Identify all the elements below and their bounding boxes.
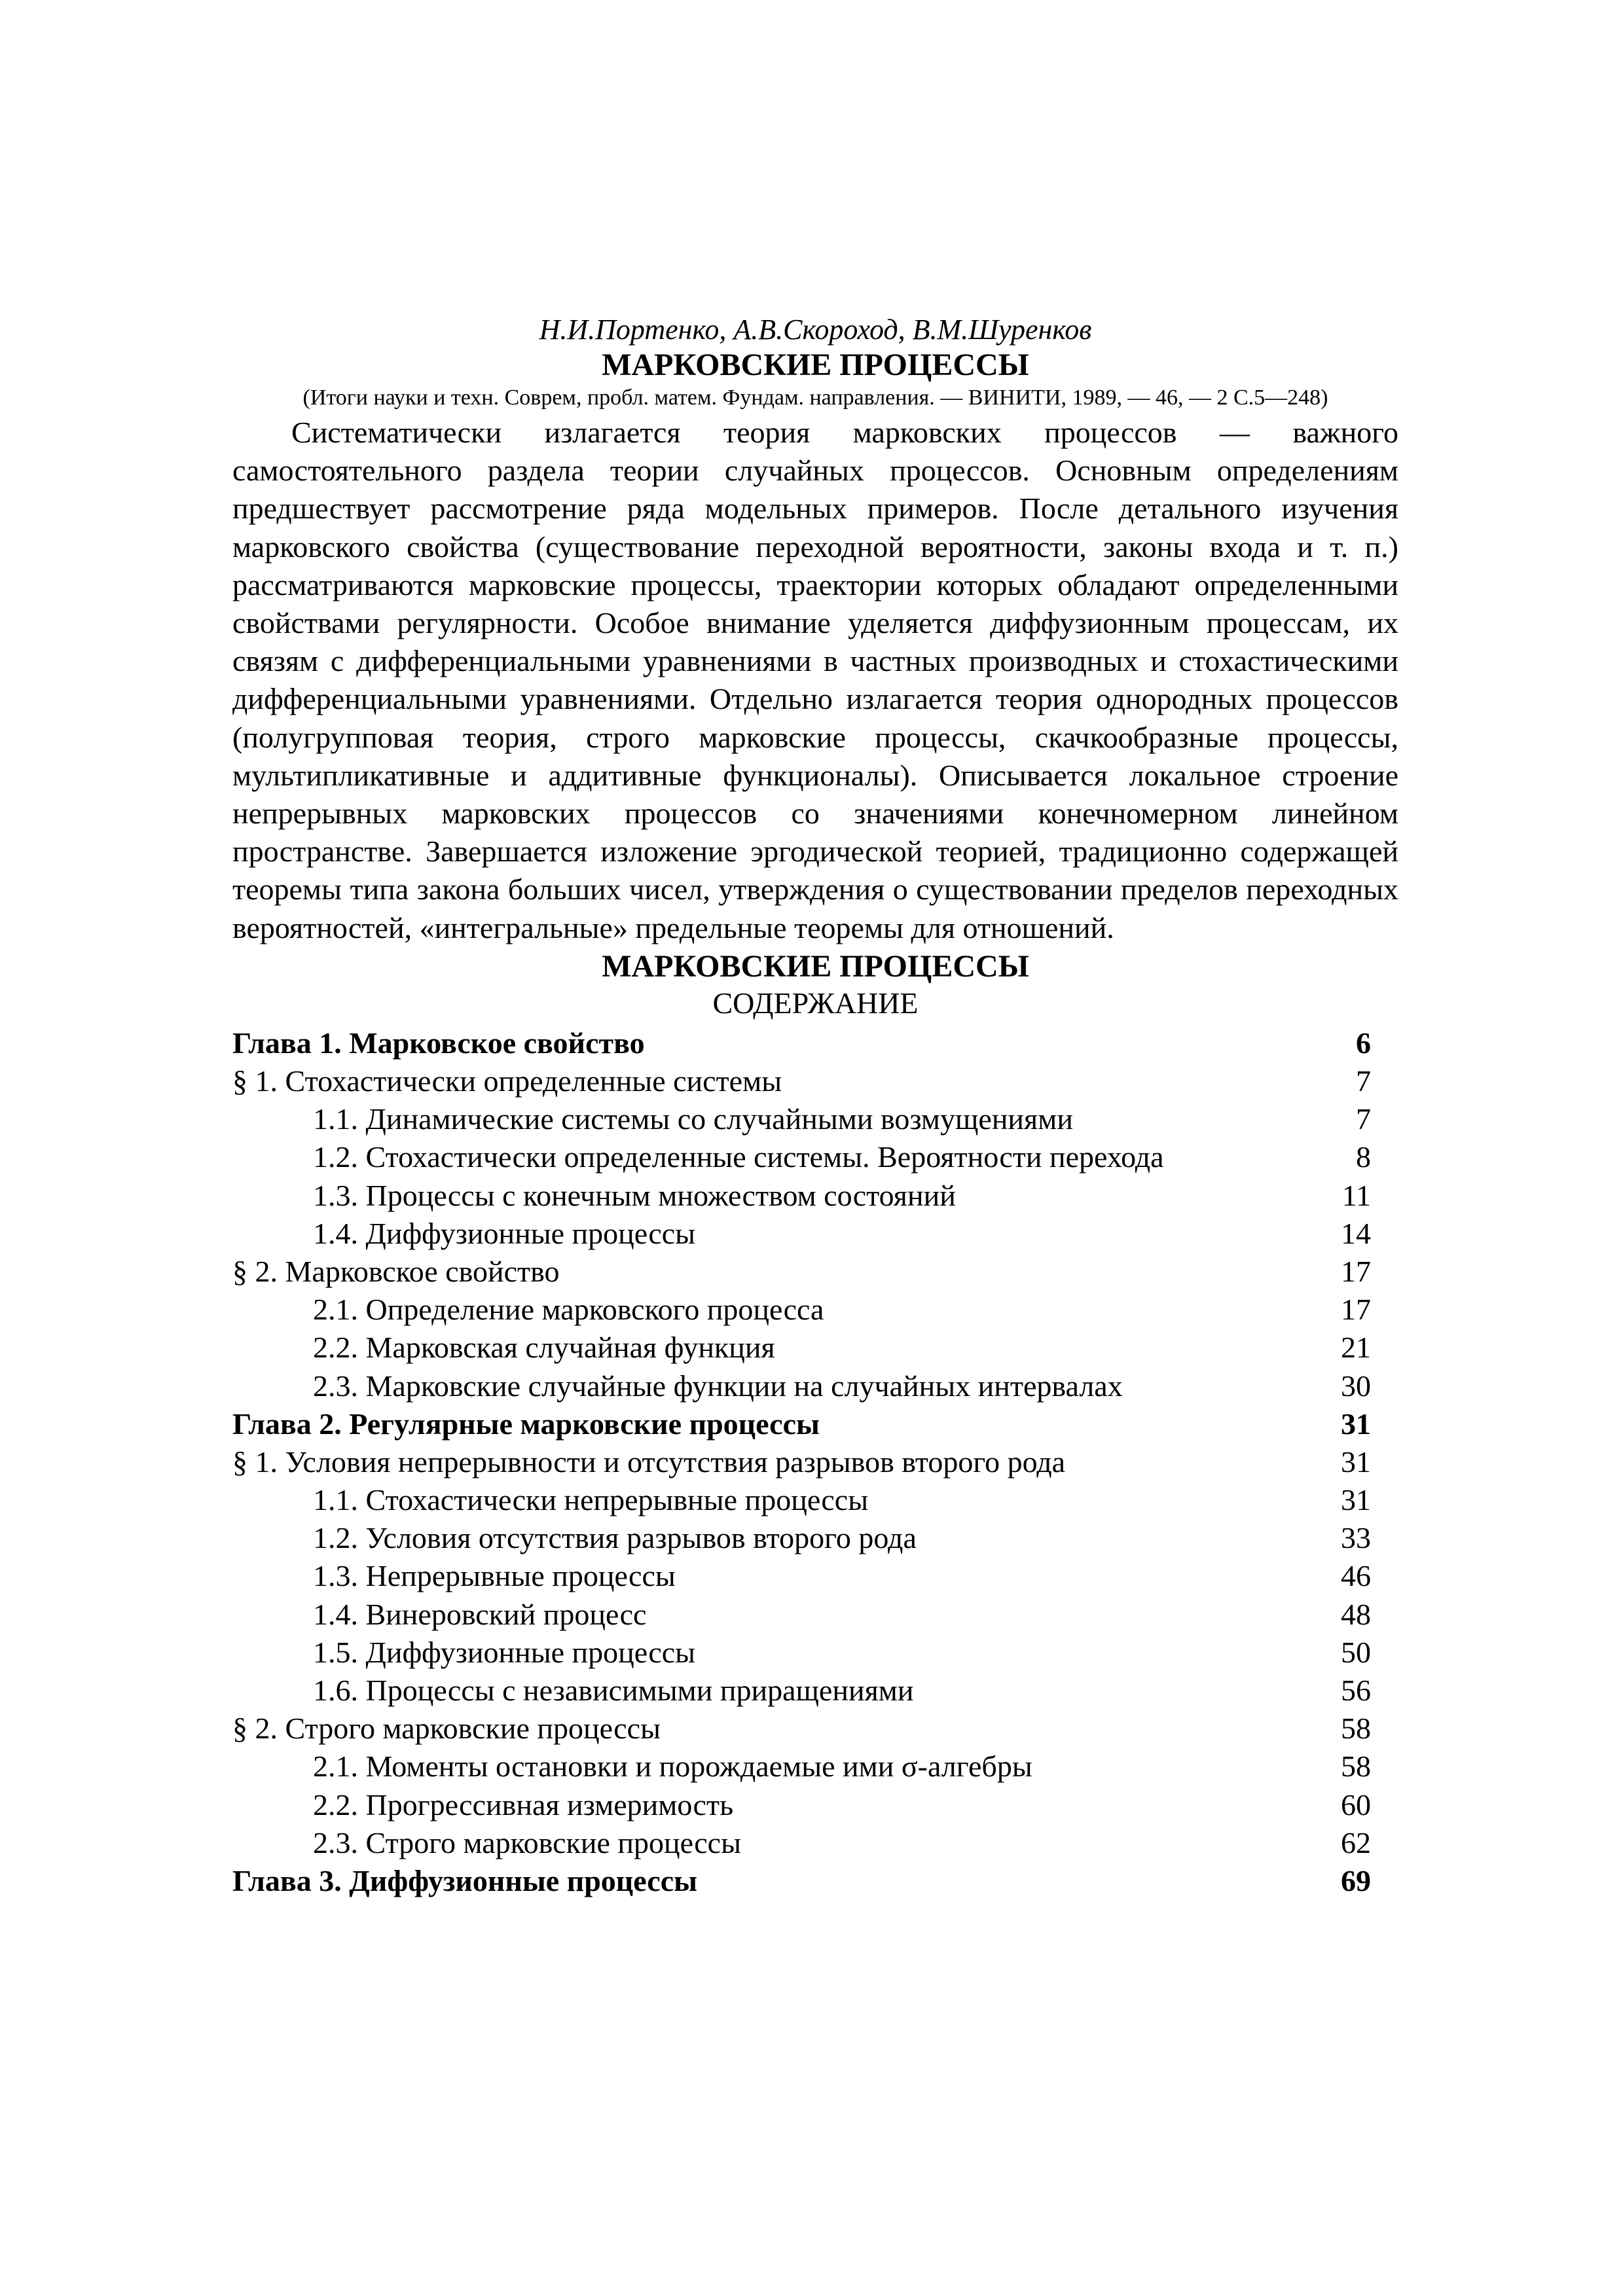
authors: Н.И.Портенко, А.В.Скороход, В.М.Шуренков — [539, 314, 1092, 346]
toc-entry-subsection — [232, 1291, 1398, 1329]
toc-entry-chapter-1 — [232, 1024, 1398, 1062]
toc-entry-page: 30 — [1341, 1369, 1371, 1403]
toc-entry-label: § 1. Стохастически определенные системы — [232, 1064, 782, 1098]
toc-entry-label: § 2. Марковское свойство — [232, 1254, 560, 1288]
toc-entry-subsection — [232, 1215, 1398, 1253]
toc-entry-label: 2.1. Определение марковского процесса — [313, 1293, 824, 1327]
toc-entry-page: 58 — [1341, 1712, 1371, 1746]
toc-entry-label: 1.3. Непрерывные процессы — [313, 1559, 676, 1593]
toc-entry-page: 7 — [1356, 1102, 1371, 1136]
document-title: МАРКОВСКИЕ ПРОЦЕССЫ — [602, 348, 1029, 382]
toc-entry-label: Глава 2. Регулярные марковские процессы — [232, 1407, 820, 1441]
toc-entry-subsection — [232, 1329, 1398, 1367]
toc-entry-page: 56 — [1341, 1674, 1371, 1708]
toc-entry-subsection — [232, 1748, 1398, 1785]
toc-entry-page: 69 — [1341, 1863, 1371, 1897]
document-page — [232, 313, 1398, 1900]
toc-entry-page: 50 — [1341, 1635, 1371, 1669]
toc-entry-label: 1.2. Условия отсутствия разрывов второго рода — [313, 1521, 917, 1555]
toc-entry-page: 58 — [1341, 1749, 1371, 1784]
toc-entry-subsection — [232, 1824, 1398, 1862]
toc-entry-label: 1.1. Динамические системы со случайными возмущениями — [313, 1102, 1073, 1136]
toc-entry-page: 11 — [1341, 1178, 1371, 1212]
toc-entry-page: 31 — [1341, 1483, 1371, 1517]
toc-entry-page: 6 — [1356, 1026, 1371, 1060]
toc-entry-label: § 2. Строго марковские процессы — [232, 1712, 661, 1746]
toc-entry-label: Глава 1. Марковское свойство — [232, 1026, 645, 1060]
toc-entry-label: 1.5. Диффузионные процессы — [313, 1635, 696, 1669]
toc-entry-label: Глава 3. Диффузионные процессы — [232, 1863, 698, 1897]
toc-entry-section — [232, 1443, 1398, 1481]
toc-entry-subsection — [232, 1177, 1398, 1215]
toc-entry-label: 2.2. Марковская случайная функция — [313, 1331, 775, 1365]
toc-entry-subsection — [232, 1100, 1398, 1138]
toc-entry-page: 33 — [1341, 1521, 1371, 1555]
toc-entry-section — [232, 1710, 1398, 1748]
toc-entry-subsection — [232, 1634, 1398, 1672]
toc-entry-page: 48 — [1341, 1597, 1371, 1631]
toc-entry-subsection — [232, 1672, 1398, 1710]
toc-entry-page: 60 — [1341, 1787, 1371, 1821]
toc-entry-subsection — [232, 1519, 1398, 1557]
toc-entry-page: 7 — [1356, 1064, 1371, 1098]
table-of-contents — [232, 1024, 1398, 1900]
toc-entry-page: 17 — [1341, 1293, 1371, 1327]
toc-entry-page: 62 — [1341, 1825, 1371, 1859]
toc-entry-subsection — [232, 1481, 1398, 1519]
toc-entry-label: 1.3. Процессы с конечным множеством состояний — [313, 1178, 956, 1212]
toc-entry-subsection — [232, 1786, 1398, 1824]
toc-entry-subsection — [232, 1367, 1398, 1405]
toc-entry-label: 2.3. Строго марковские процессы — [313, 1825, 741, 1859]
toc-entry-page: 14 — [1341, 1216, 1371, 1250]
toc-title: МАРКОВСКИЕ ПРОЦЕССЫ — [602, 948, 1029, 984]
toc-entry-label: 2.1. Моменты остановки и порождаемые ими σ-алгебры — [313, 1749, 1032, 1784]
toc-entry-page: 31 — [1341, 1444, 1371, 1479]
toc-entry-label: 2.2. Прогрессивная измеримость — [313, 1787, 734, 1821]
toc-entry-page: 8 — [1356, 1140, 1371, 1174]
toc-entry-label: 1.1. Стохастически непрерывные процессы — [313, 1483, 869, 1517]
toc-entry-page: 17 — [1341, 1254, 1371, 1288]
toc-entry-subsection — [232, 1596, 1398, 1634]
toc-entry-subsection — [232, 1557, 1398, 1595]
toc-entry-label: 1.6. Процессы с независимыми приращениями — [313, 1674, 914, 1708]
toc-entry-label: 1.4. Винеровский процесс — [313, 1597, 647, 1631]
toc-entry-label: § 1. Условия непрерывности и отсутствия разрывов второго рода — [232, 1444, 1066, 1479]
abstract-paragraph: Систематически излагается теория марковских процессов — важного самостоятельного раздела теории случайных процессов. Основным определениям предшествует рассмотрение ряда модельных примеров. После детального изучения марковского свойства (существование переходной вероятности, законы входа и т. п.) рассматриваются марковские процессы, траектории которых обладают определенными свойствами регулярности. Особое внимание уделяется диффузионным процессам, их связям с дифференциальными уравнениями в частных производных и стохастическими дифференциальными уравнениями. Отдельно излагается теория однородных процессов (полугрупповая теория, строго марковские процессы, скачкообразные процессы, мультипликативные и аддитивные функционалы). Описывается локальное строение непрерывных марковских процессов со значениями конечномерном линейном пространстве. Завершается изложение эргодической теорией, традиционно содержащей теоремы типа закона больших чисел, утверждения о существовании пределов переходных вероятностей, «интегральные» предельные теоремы для отношений. — [232, 416, 1398, 944]
toc-entry-label: 2.3. Марковские случайные функции на случайных интервалах — [313, 1369, 1123, 1403]
toc-entry-section — [232, 1253, 1398, 1291]
toc-subtitle: СОДЕРЖАНИЕ — [712, 986, 919, 1020]
toc-entry-page: 46 — [1341, 1559, 1371, 1593]
toc-entry-chapter-2 — [232, 1405, 1398, 1443]
toc-entry-page: 21 — [1341, 1331, 1371, 1365]
toc-entry-label: 1.2. Стохастически определенные системы. Вероятности перехода — [313, 1140, 1164, 1174]
toc-entry-section — [232, 1062, 1398, 1100]
citation: (Итоги науки и техн. Соврем, пробл. матем. Фундам. направления. — ВИНИТИ, 1989, — 46, — 2 С.5—248) — [302, 386, 1328, 410]
toc-entry-page: 31 — [1341, 1407, 1371, 1441]
toc-entry-label: 1.4. Диффузионные процессы — [313, 1216, 696, 1250]
toc-entry-subsection — [232, 1138, 1398, 1176]
toc-entry-chapter-3 — [232, 1862, 1398, 1900]
